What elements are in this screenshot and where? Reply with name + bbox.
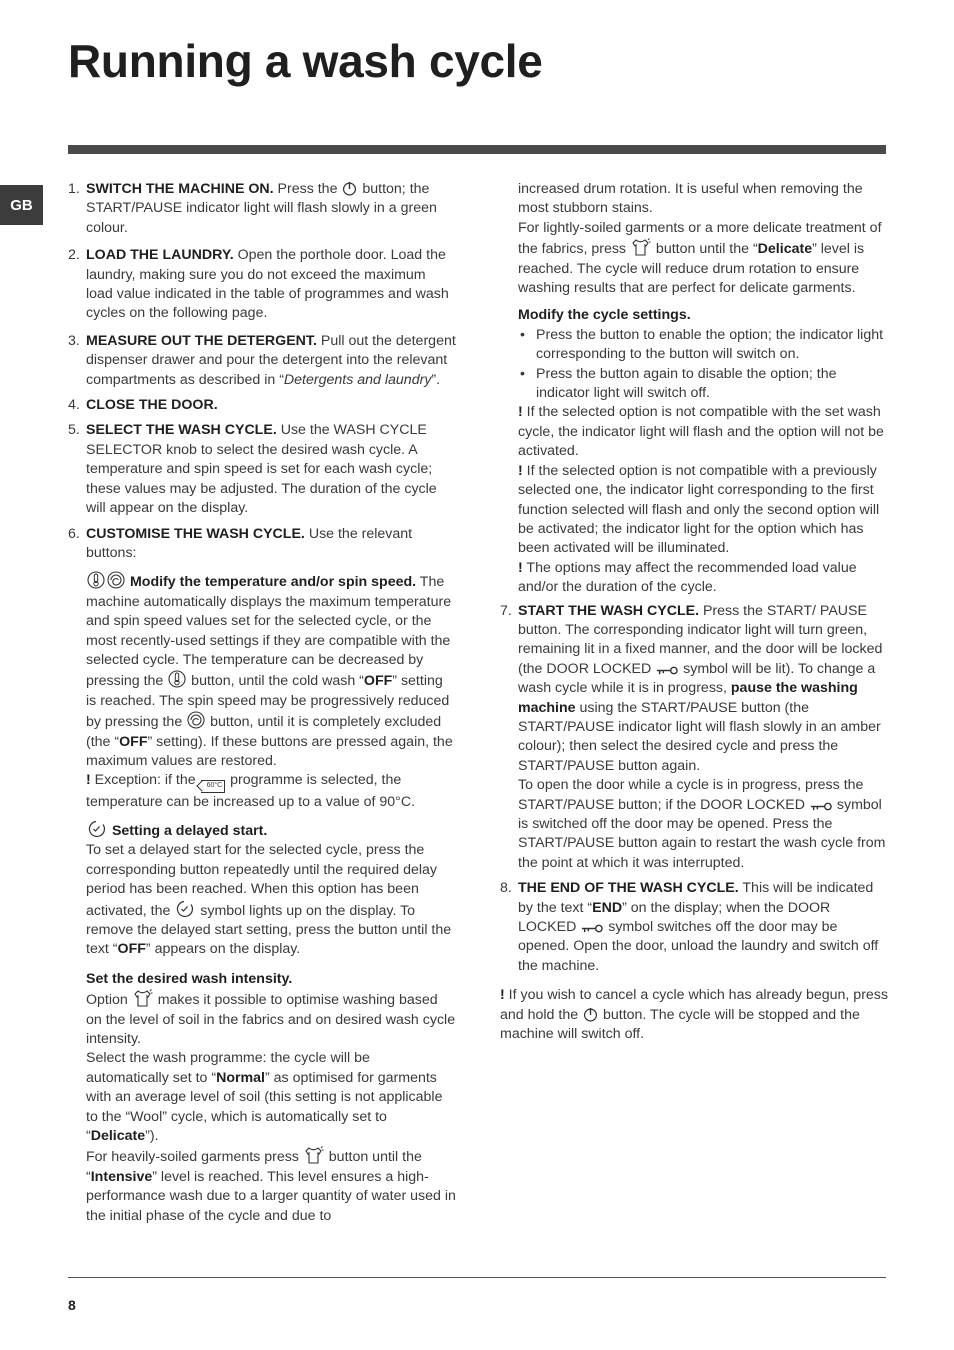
warning-mark: !: [86, 772, 91, 789]
temperature-icon: [87, 571, 105, 589]
option-bullets: [518, 326, 890, 404]
delay-timer-icon: [87, 820, 107, 838]
temperature-icon: [168, 670, 186, 688]
step-heading: SELECT THE WASH CYCLE.: [86, 422, 277, 439]
page-number: 8: [68, 1297, 76, 1313]
exception-note: ! Exception: if the 60°C programme is selected, the temperature can be increased up to a value of 90°C.: [86, 772, 416, 810]
section-heading: Setting a delayed start.: [111, 822, 268, 839]
delay-timer-icon: [175, 900, 195, 918]
60-degree-programme-icon: 60°C: [201, 780, 226, 793]
step-load-laundry: 2. LOAD THE LAUNDRY. Open the porthole door. Load the laundry, making sure you do not exceed the maximum load value indicated in the table of programmes and wash cycles on the following page.: [68, 247, 449, 322]
shirt-intensity-icon: [304, 1146, 324, 1164]
list-item: • Press the button to enable the option; the indicator light corresponding to the button will switch on.: [518, 326, 890, 365]
step-heading: SWITCH THE MACHINE ON.: [86, 181, 274, 197]
temperature-spin-section: Modify the temperature and/or spin speed. The machine automatically displays the maximum temperature and spin speed values set for the selected cycle, or the most recently-used settings if they are compatible with the selected cycle. The temperature can be decreased by pressing the button, until the cold wash “OFF” setting is reached. The spin speed may be progressively reduced by pressing the button, until it is completely excluded (the “OFF” setting). If these buttons are pressed again, the maximum values are restored. ! Exception: if the 60°C programme is selected, the temperature can be increased up to a value of 90°C.: [86, 571, 456, 812]
step-start-cycle: 7. START THE WASH CYCLE. Press the START/ PAUSE button. The corresponding indicator light will turn green, remaining lit in a fixed manner, and the door will be locked (the DOOR LOCKED symbol will be lit). To change a wash cycle while it is in progress, pause the washing machine using the START/PAUSE button (the START/PAUSE indicator light will flash slowly in an amber colour); then select the desired cycle and press the START/PAUSE button again. To open the door while a cycle is in progress, press the START/PAUSE button; if the DOOR LOCKED symbol is switched off the door may be opened. Press the START/PAUSE button again to restart the wash cycle from the point at which it was interrupted.: [500, 602, 886, 871]
cancel-note: ! If you wish to cancel a cycle which has already begun, press and hold the button. The cycle will be stopped and the machine will switch off.: [500, 987, 888, 1043]
list-item: • Press the button again to disable the option; the indicator light will switch off.: [518, 365, 890, 404]
page-title: Running a wash cycle: [68, 35, 543, 87]
warning-mark: !: [518, 462, 523, 479]
section-heading: Modify the temperature and/or spin speed.: [129, 574, 417, 591]
step-heading: LOAD THE LAUNDRY.: [86, 247, 234, 264]
step-close-door: 4. CLOSE THE DOOR.: [68, 397, 218, 414]
step-measure-detergent: 3. MEASURE OUT THE DETERGENT. Pull out the detergent dispenser drawer and pour the detergent into the relevant compartments as described in “Detergents and laundry”.: [68, 332, 456, 388]
warning-mark: !: [518, 559, 523, 576]
right-column: [500, 180, 890, 1044]
intensity-continued: increased drum rotation. It is useful when removing the most stubborn stains. For lightly-soiled garments or a more delicate treatment of the fabrics, press button until the “Delicate” level is reached. The cycle will reduce drum rotation to ensure washing results that are perfect for delicate garments. Modify the cycle settings. • Press the button to enable the option; the indicator light corresponding to the button will switch on. • Press the button again to disable the option; the indicator light will switch off. ! If the selected option is not compatible with the set wash cycle, the indicator light will flash and the option will not be activated. ! If the selected option is not compatible with a previously selected one, the indicator light corresponding to the first function selected will flash and only the second option will be activated; the indicator light for the option which has been activated will be illuminated. ! The options may affect the recommended load value and/or the duration of the cycle.: [500, 180, 890, 598]
step-heading: START THE WASH CYCLE.: [518, 602, 700, 619]
step-heading: CUSTOMISE THE WASH CYCLE.: [86, 525, 305, 542]
note: ! If the selected option is not compatible with a previously selected one, the indicator light corresponding to the first function selected will flash and only the second option will be activated; the indicator light for the option which has been activated will be illuminated.: [518, 462, 880, 557]
note: ! If the selected option is not compatible with the set wash cycle, the indicator light will flash and the option will not be activated.: [518, 404, 884, 460]
spin-icon: [107, 571, 125, 589]
step-heading: THE END OF THE WASH CYCLE.: [518, 880, 739, 897]
cross-reference: Detergents and laundry: [283, 371, 432, 388]
warning-mark: !: [500, 987, 505, 1004]
note: ! The options may affect the recommended load value and/or the duration of the cycle.: [518, 559, 857, 596]
language-tab: GB: [0, 185, 43, 225]
door-locked-key-icon: [810, 801, 832, 812]
step-customise-cycle: 6. CUSTOMISE THE WASH CYCLE. Use the relevant buttons: Modify the temperature and/or spin speed. The machine automatically displays the maximum temperature and spin speed values set for the selected cycle, or the most recently-used settings if they are compatible with the selected cycle. The temperature can be decreased by pressing the button, until the cold wash “OFF” setting is reached. The spin speed may be progressively reduced by pressing the button, until it is completely excluded (the “OFF” setting). If these buttons are pressed again, the maximum values are restored. ! Exception: if the 60°C programme is selected, the temperature can be increased up to a value of 90°C. Setting a delayed start. To set a delayed start for the selected cycle, press the corresponding button repeatedly until the required delay period has been reached. When this option has been activated, the symbol lights up on the display. To remove the delayed start setting, press the button until the text “OFF” appears on the display. Set the desired wash intensity. Option makes it possible to optimise washing based on the level of soil in the fabrics and on desired wash cycle intensity. Select the wash programme: the cycle will be automatically set to “Normal” as optimised for garments with an average level of soil (this setting is not applicable to the “Wool” cycle, which is automatically set to “Delicate”). For heavily-soiled garments press button until the “Intensive” level is reached. This level ensures a high-performance wash due to a larger quantity of water used in the initial phase of the cycle and due to: [68, 525, 456, 1227]
power-icon: [583, 1007, 598, 1022]
door-locked-key-icon: [656, 665, 678, 676]
section-heading: Set the desired wash intensity.: [86, 970, 293, 987]
footer-divider: [68, 1277, 886, 1278]
step-select-cycle: 5. SELECT THE WASH CYCLE. Use the WASH CYCLE SELECTOR knob to select the desired wash cycle. A temperature and spin speed is set for each wash cycle; these values may be adjusted. The duration of the cycle will appear on the display.: [68, 422, 437, 517]
section-heading: Modify the cycle settings.: [518, 307, 691, 324]
shirt-intensity-icon: [631, 238, 651, 256]
step-switch-on: 1. SWITCH THE MACHINE ON. Press the button; the START/PAUSE indicator light will flash slowly in a green colour.: [68, 181, 437, 236]
shirt-intensity-icon: [133, 989, 153, 1007]
left-column: [68, 180, 456, 1232]
title-divider: [68, 145, 886, 154]
step-heading: CLOSE THE DOOR.: [86, 397, 218, 414]
wash-intensity-section: Set the desired wash intensity. Option makes it possible to optimise washing based on the level of soil in the fabrics and on desired wash cycle intensity. Select the wash programme: the cycle will be automatically set to “Normal” as optimised for garments with an average level of soil (this setting is not applicable to the “Wool” cycle, which is automatically set to “Delicate”). For heavily-soiled garments press button until the “Intensive” level is reached. This level ensures a high-performance wash due to a larger quantity of water used in the initial phase of the cycle and due to: [86, 970, 456, 1224]
power-icon: [342, 181, 357, 196]
door-locked-key-icon: [581, 923, 603, 934]
step-heading: MEASURE OUT THE DETERGENT.: [86, 332, 317, 349]
delayed-start-section: Setting a delayed start. To set a delayed start for the selected cycle, press the corresponding button repeatedly until the required delay period has been reached. When this option has been activated, the symbol lights up on the display. To remove the delayed start setting, press the button until the text “OFF” appears on the display.: [86, 820, 456, 960]
spin-icon: [187, 711, 205, 729]
step-end-cycle: 8. THE END OF THE WASH CYCLE. This will be indicated by the text “END” on the display; when the DOOR LOCKED symbol switches off the door may be opened. Open the door, unload the laundry and switch off the machine.: [500, 880, 879, 974]
warning-mark: !: [518, 404, 523, 421]
